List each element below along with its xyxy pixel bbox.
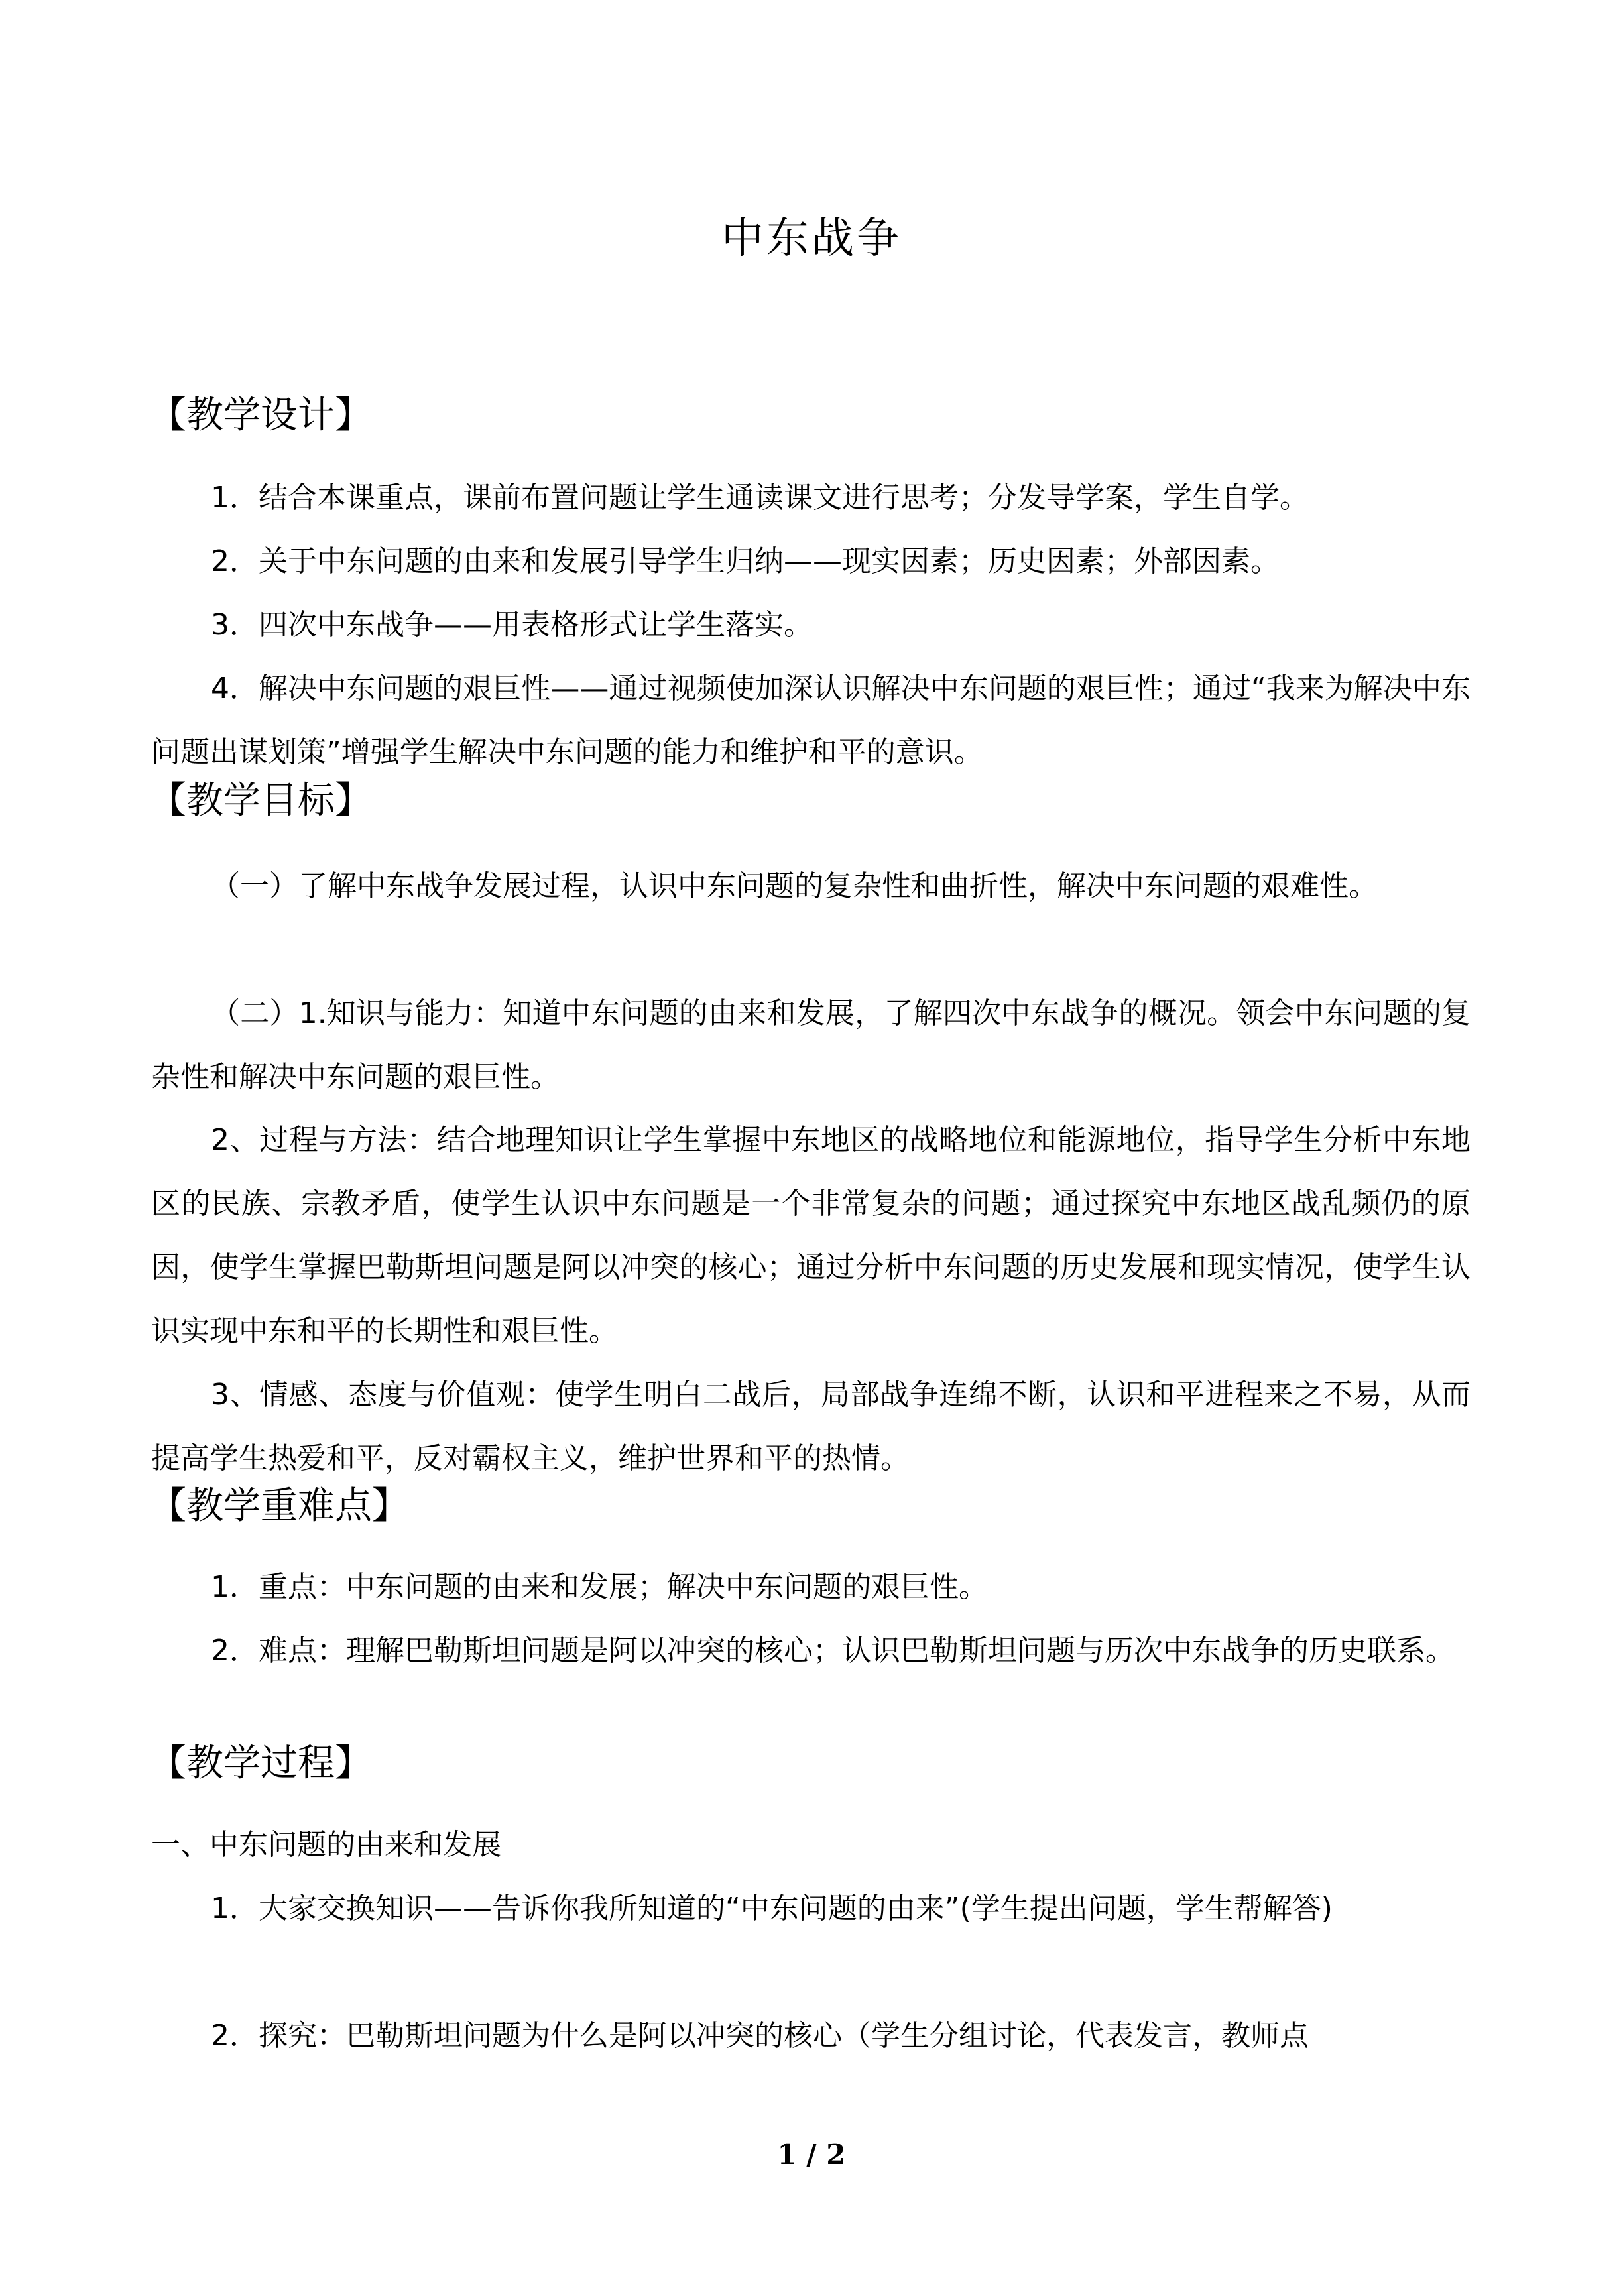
section-heading-objectives: 【教学目标】	[149, 779, 372, 822]
paragraph: 2．关于中东问题的由来和发展引导学生归纳——现实因素；历史因素；外部因素。	[211, 544, 1280, 578]
paragraph: 1．结合本课重点，课前布置问题让学生通读课文进行思考；分发导学案，学生自学。	[211, 481, 1309, 514]
paragraph: 2．难点：理解巴勒斯坦问题是阿以冲突的核心；认识巴勒斯坦问题与历次中东战争的历史联系。	[211, 1634, 1455, 1667]
paragraph: 4．解决中东问题的艰巨性——通过视频使加深认识解决中东问题的艰巨性；通过“我来为解决中东问题出谋划策”增强学生解决中东问题的能力和维护和平的意识。	[151, 672, 1471, 769]
page-number: 1 / 2	[777, 2138, 846, 2171]
paragraph: 2．探究：巴勒斯坦问题为什么是阿以冲突的核心（学生分组讨论，代表发言，教师点	[211, 2019, 1309, 2053]
paragraph: 1．大家交换知识——告诉你我所知道的“中东问题的由来”(学生提出问题，学生帮解答)	[211, 1892, 1333, 1925]
section-heading-key-points: 【教学重难点】	[149, 1484, 409, 1528]
section-heading-design: 【教学设计】	[149, 394, 372, 437]
paragraph: 3．四次中东战争——用表格形式让学生落实。	[211, 608, 813, 642]
paragraph: 1．重点：中东问题的由来和发展；解决中东问题的艰巨性。	[211, 1570, 988, 1604]
page-title: 中东战争	[721, 214, 902, 263]
paragraph: （一）了解中东战争发展过程，认识中东问题的复杂性和曲折性，解决中东问题的艰难性。	[211, 869, 1378, 903]
paragraph: 3、情感、态度与价值观：使学生明白二战后，局部战争连绵不断，认识和平进程来之不易，从而提高学生热爱和平，反对霸权主义，维护世界和平的热情。	[151, 1378, 1471, 1475]
section-heading-process: 【教学过程】	[149, 1742, 372, 1785]
subheading: 一、中东问题的由来和发展	[151, 1828, 501, 1862]
paragraph: （二）1.知识与能力：知道中东问题的由来和发展，了解四次中东战争的概况。领会中东问题的复杂性和解决中东问题的艰巨性。	[151, 997, 1471, 1094]
paragraph: 2、过程与方法：结合地理知识让学生掌握中东地区的战略地位和能源地位，指导学生分析中东地区的民族、宗教矛盾，使学生认识中东问题是一个非常复杂的问题；通过探究中东地区战乱频仍的原因，使学生掌握巴勒斯坦问题是阿以冲突的核心；通过分析中东问题的历史发展和现实情况，使学生认识实现中东和平的长期性和艰巨性。	[151, 1123, 1471, 1348]
